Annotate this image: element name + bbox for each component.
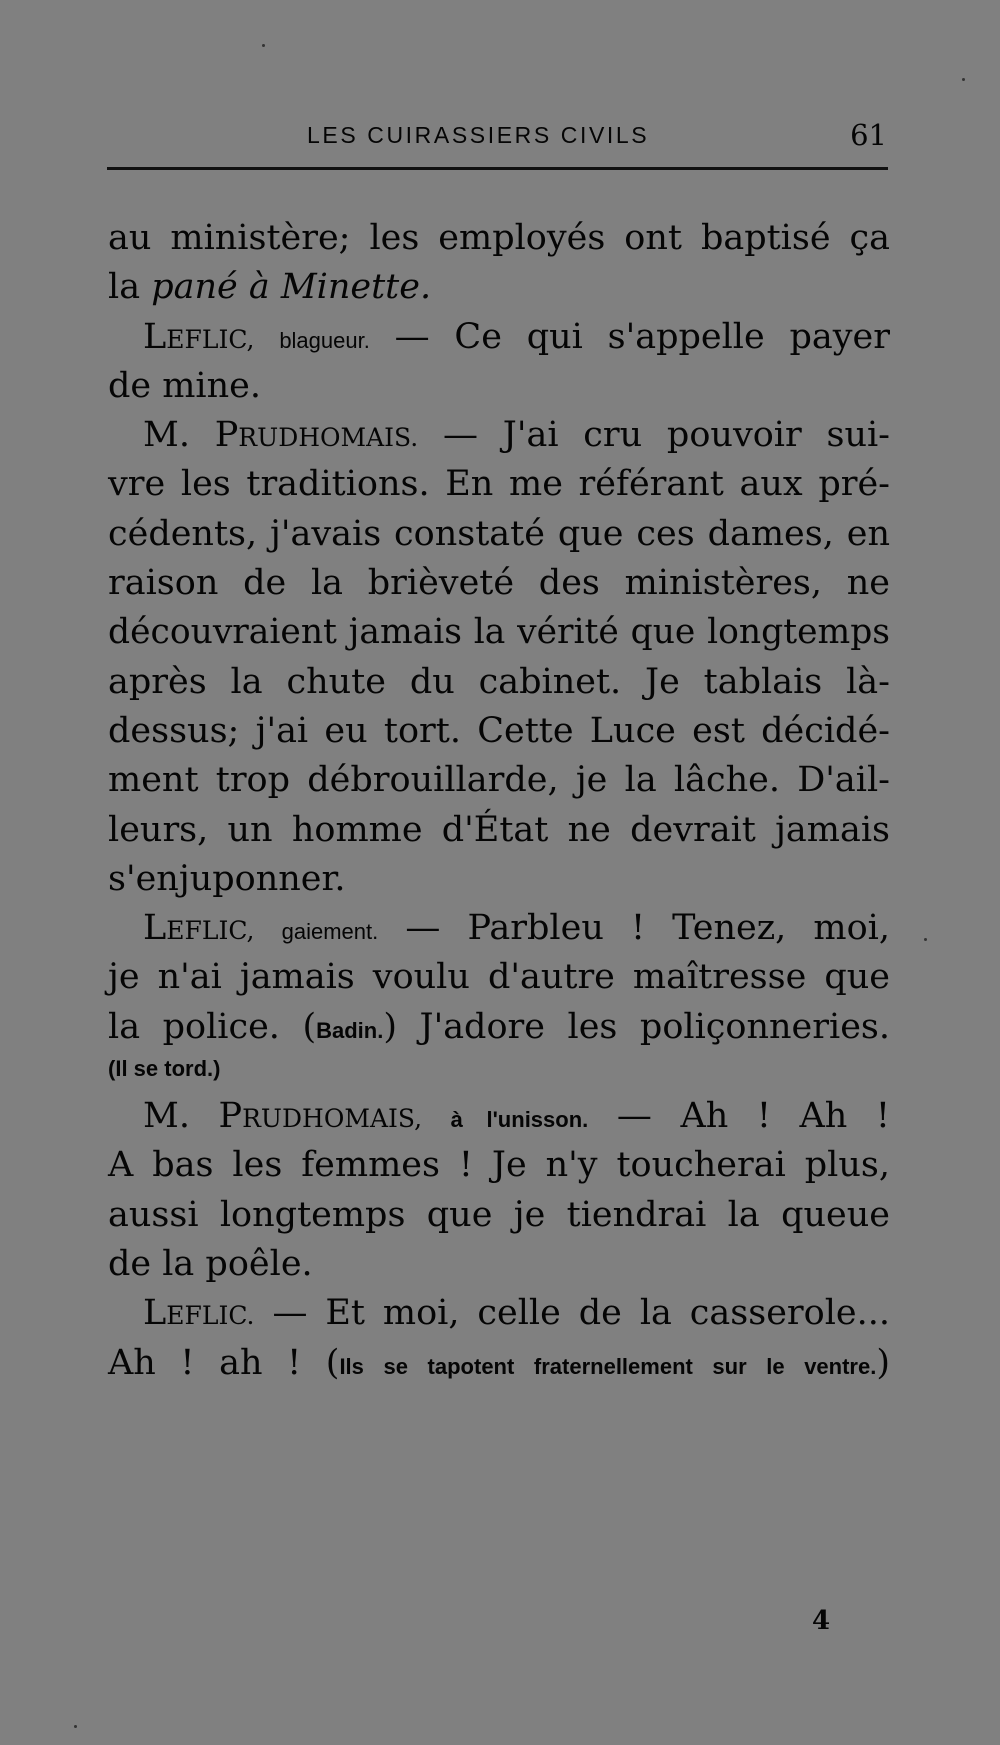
text-line: de la poêle.: [108, 1243, 313, 1284]
text-line: vre les traditions. En me référant aux pré-: [108, 464, 890, 505]
stage-direction: gaiement.: [281, 919, 379, 945]
text-line: découvraient jamais la vérité que longtemps: [108, 612, 890, 653]
speech-line: LEFLIC, blagueur. — Ce qui s'appelle payer: [143, 316, 890, 357]
paper-speck: [262, 44, 265, 47]
stage-direction: Badin.: [316, 1017, 384, 1043]
text-line: Ah ! ah ! (Ils se tapotent fraternellement sur le ventre.): [108, 1342, 891, 1383]
text-line: raison de la brièveté des ministères, ne: [108, 563, 890, 604]
text-line: leurs, un homme d'État ne devrait jamais: [108, 809, 890, 850]
header-rule: [107, 167, 888, 170]
stage-direction: (Il se tord.): [108, 1056, 221, 1082]
speaker-name: M. PRUDHOMAIS,: [143, 1096, 423, 1137]
speaker-name: LEFLIC,: [143, 908, 255, 949]
signature-mark: 4: [812, 1606, 831, 1636]
text-line: je n'ai jamais voulu d'autre maîtresse que: [108, 957, 890, 998]
text-line: la police. (Badin.) J'adore les poliçonneries.: [108, 1006, 890, 1047]
speech-line: M. PRUDHOMAIS, à l'unisson. — Ah ! Ah !: [143, 1096, 890, 1137]
running-title: LES CUIRASSIERS CIVILS: [307, 122, 650, 148]
paper-speck: [962, 78, 965, 81]
speaker-name: LEFLIC,: [143, 316, 255, 357]
running-head: [107, 118, 887, 158]
text-line: s'enjuponner.: [108, 858, 346, 899]
page-number: 61: [850, 118, 887, 152]
speech-line: LEFLIC. — Et moi, celle de la casserole...: [143, 1293, 890, 1334]
text-line: dessus; j'ai eu tort. Cette Luce est décidé-: [108, 710, 890, 751]
paper-speck: [924, 938, 927, 941]
stage-direction-line: [108, 1052, 890, 1086]
text-line: cédents, j'avais constaté que ces dames, en: [108, 513, 890, 554]
speech-line: M. PRUDHOMAIS. — J'ai cru pouvoir sui-: [143, 415, 891, 456]
speaker-name: M. PRUDHOMAIS.: [143, 415, 419, 456]
text-line: au ministère; les employés ont baptisé ça: [108, 218, 890, 258]
stage-direction: Ils se tapotent fraternellement sur le ventre.: [339, 1353, 877, 1379]
text-line: après la chute du cabinet. Je tablais là-: [108, 661, 890, 702]
stage-direction: blagueur.: [279, 327, 370, 353]
text-line: la pané à Minette.: [108, 267, 432, 308]
text-line: de mine.: [108, 365, 262, 406]
italic-phrase: pané à Minette.: [151, 267, 432, 308]
text-line: ment trop débrouillarde, je la lâche. D'ail-: [108, 760, 890, 801]
page-body: [108, 214, 890, 1388]
text-line: A bas les femmes ! Je n'y toucherai plus,: [108, 1145, 890, 1186]
text-line: aussi longtemps que je tiendrai la queue: [108, 1194, 890, 1235]
speech-line: LEFLIC, gaiement. — Parbleu ! Tenez, moi,: [143, 908, 890, 949]
speaker-name: LEFLIC.: [143, 1293, 255, 1334]
paper-speck: [74, 1725, 77, 1728]
stage-direction: à l'unisson.: [450, 1107, 589, 1133]
